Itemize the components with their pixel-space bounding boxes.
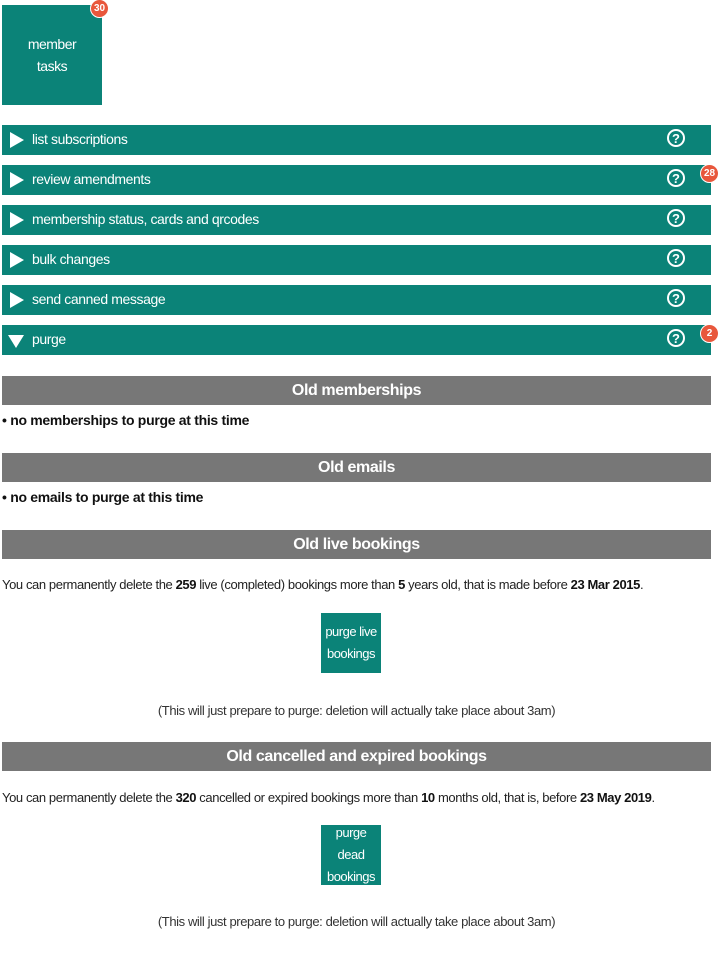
purge-count-badge: 2 (700, 324, 719, 343)
expand-arrow-icon (10, 212, 24, 228)
live-bookings-age: 5 (398, 577, 405, 592)
member-tasks-count-badge: 30 (90, 0, 109, 18)
accordion-membership-status[interactable] (2, 205, 711, 235)
accordion-purge[interactable] (2, 325, 711, 355)
member-tasks-label: member tasks (27, 36, 77, 74)
purge-dead-note: (This will just prepare to purge: deletion will actually take place about 3am) (157, 914, 556, 929)
expand-arrow-icon (10, 292, 24, 308)
accordion-list-subscriptions[interactable] (2, 125, 711, 155)
help-icon[interactable]: ? (667, 249, 685, 267)
old-emails-message: • no emails to purge at this time (2, 489, 204, 505)
accordion-review-amendments[interactable] (2, 165, 716, 195)
accordion-label: membership status, cards and qrcodes (32, 211, 259, 227)
accordion-label: list subscriptions (32, 131, 128, 147)
cancelled-bookings-count: 320 (175, 790, 197, 805)
cancelled-bookings-cutoff-date: 23 May 2019 (579, 790, 652, 805)
section-heading-old-memberships: Old memberships (2, 376, 711, 405)
section-heading-old-emails: Old emails (2, 453, 711, 482)
expand-arrow-icon (10, 132, 24, 148)
accordion-label: send canned message (32, 291, 166, 307)
live-bookings-cutoff-date: 23 Mar 2015 (570, 577, 640, 592)
help-icon[interactable]: ? (667, 329, 685, 347)
help-icon[interactable]: ? (667, 209, 685, 227)
purge-live-note: (This will just prepare to purge: deletion will actually take place about 3am) (157, 703, 556, 718)
amendments-count-badge: 28 (700, 164, 719, 183)
help-icon[interactable]: ? (667, 129, 685, 147)
purge-live-bookings-button[interactable]: purge live bookings (321, 613, 381, 673)
old-memberships-message: • no memberships to purge at this time (2, 412, 250, 428)
section-heading-old-cancelled-bookings: Old cancelled and expired bookings (2, 742, 711, 771)
help-icon[interactable]: ? (667, 289, 685, 307)
accordion-label: bulk changes (32, 251, 110, 267)
accordion-label: review amendments (32, 171, 151, 187)
accordion-label: purge (32, 331, 66, 347)
old-live-bookings-description: You can permanently delete the 259 live (completed) bookings more than 5 years old, that is made before 23 Mar 2015. (2, 577, 644, 592)
purge-dead-bookings-button[interactable]: purge dead bookings (321, 825, 381, 885)
cancelled-bookings-age: 10 (421, 790, 435, 805)
accordion-bulk-changes[interactable] (2, 245, 711, 275)
live-bookings-count: 259 (175, 577, 197, 592)
collapse-arrow-icon (8, 335, 24, 348)
help-icon[interactable]: ? (667, 169, 685, 187)
expand-arrow-icon (10, 172, 24, 188)
member-tasks-tile[interactable] (2, 5, 102, 105)
section-heading-old-live-bookings: Old live bookings (2, 530, 711, 559)
old-cancelled-bookings-description: You can permanently delete the 320 cancelled or expired bookings more than 10 months old, that is, before 23 May 2019. (2, 790, 655, 805)
accordion-send-canned-message[interactable] (2, 285, 711, 315)
expand-arrow-icon (10, 252, 24, 268)
